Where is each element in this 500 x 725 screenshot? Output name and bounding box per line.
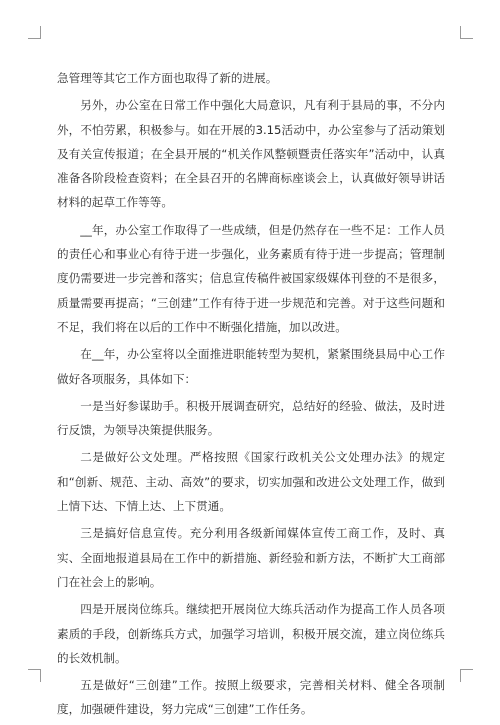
paragraph-item-3: 三是搞好信息宣传。充分利用各级新闻媒体宣传工商工作，及时、真实、全面地报道县局在工作中的新措施、新经验和新方法，不断扩大工商部门在社会上的影响。 (57, 526, 445, 589)
document-body (57, 66, 445, 725)
paragraph-item-2: 二是做好公文处理。严格按照《国家行政机关公文处理办法》的规定和“创新、规范、主动、高效”的要求，切实加强和改进公文处理工作，做到上情下达、下情上达、上下贯通。 (57, 450, 445, 514)
paragraph-continuation: 急管理等其它工作方面也取得了新的进展。 (57, 71, 278, 85)
paragraph-daily-work: 另外，办公室在日常工作中强化大局意识，凡有利于县局的事，不分内外，不怕劳累，积极参与。如在开展的3.15活动中，办公室参与了活动策划及有关宣传报道；在全县开展的“机关作风整顿暨责任落实年”活动中，认真准备各阶段检查资料；在全县召开的名牌商标座谈会上，认真做好领导讲话材料的起草工作等等。 (57, 98, 445, 210)
paragraph-next-year-plan: 在__年，办公室将以全面推进职能转型为契机，紧紧围绕县局中心工作做好各项服务，具体如下： (57, 347, 445, 386)
paragraph-item-4: 四是开展岗位练兵。继续把开展岗位大练兵活动作为提高工作人员各项素质的手段，创新练兵方式，加强学习培训，积极开展交流，建立岗位练兵的长效机制。 (57, 602, 445, 665)
crop-mark-top-right (460, 26, 473, 39)
crop-mark-top-left (28, 26, 41, 39)
crop-mark-bottom-right (460, 669, 473, 682)
crop-mark-bottom-left (28, 669, 41, 682)
paragraph-item-1: 一是当好参谋助手。积极开展调查研究，总结好的经验、做法，及时进行反馈，为领导决策提供服务。 (57, 398, 445, 438)
paragraph-shortcomings: __年，办公室工作取得了一些成绩，但是仍然存在一些不足：工作人员的责任心和事业心有待于进一步强化，业务素质有待于进一步提高；管理制度仍需要进一步完善和落实；信息宣传稿件被国家级媒体刊登的不是很多，质量需要再提高；“三创建”工作有待于进一步规范和完善。对于这些问题和不足，我们将在以后的工作中不断强化措施，加以改进。 (57, 222, 445, 334)
paragraph-item-5: 五是做好“三创建”工作。按照上级要求，完善相关材料、健全各项制度，加强硬件建设，努力完成“三创建”工作任务。 (57, 678, 445, 717)
